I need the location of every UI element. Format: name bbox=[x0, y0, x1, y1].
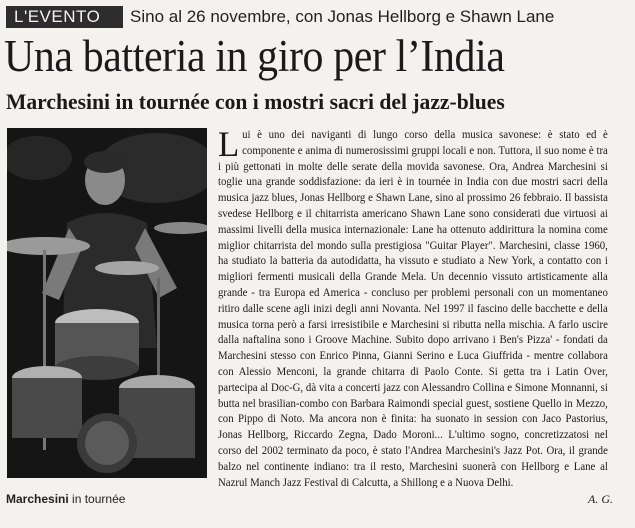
section-tag: L'EVENTO bbox=[6, 6, 123, 28]
photo-caption bbox=[6, 492, 125, 508]
author-signature: A. G. bbox=[588, 492, 613, 506]
kicker-line: Sino al 26 novembre, con Jonas Hellborg e Shawn Lane bbox=[130, 7, 555, 26]
drummer-photo-illustration bbox=[7, 128, 207, 478]
headline: Una batteria in giro per l’India bbox=[4, 31, 505, 81]
drop-cap: L bbox=[218, 128, 240, 164]
article-text: ui è uno dei naviganti di lungo corso della musica savonese: è stato ed è componente e anima di numerosissimi gruppi locali e non. Tuttora, il suo nome è tra i più gettonati in molte delle serate della movida savonese. Ora, Andrea Marchesini si toglie una grande soddisfazione: da ieri è in tournée in India con due mostri sacri della musica jazz blues, Jonas Hellborg e Shawn Lane, sino al prossimo 26 febbraio. Il bassista svedese Hellborg e il chitarrista americano Shawn Lane sono considerati due virtuosi ai massimi livelli della musica internazionale: Lane ha ottenuto addirittura la nomina come miglior chitarrista del mondo sulla prestigiosa "Guitar Player". Marchesini, classe 1960, ha studiato la batteria da autodidatta, ha vissuto e studiato a New York, a contatto con i migliori fermenti musicali della Grande Mela. Un decennio vissuto artisticamente alla grande - tra Europa ed America - concluso per problemi personali con un momentaneo ritiro dalle scene agli inizi degli anni Novanta. Nel 1997 il fascino delle bacchette e della musica torna però a farsi irresistibile e Marchesini si ributta nella mischia. A farlo uscire dalla naftalina sono i Groove Machine. Subito dopo arrivano i Ben's Pizza' - fondati da Marchesini stesso con Enrico Pinna, Gianni Serino e Luca Giuffrida - mentre collabora con Alessio Menconi, la grande chitarra di Paolo Conte. Si getta tra i Latin Over, partecipa al Doc-G, dà vita a concerti jazz con Alessandro Collina e Simone Monnanni, si butta nel brasilian-combo con Barbara Raimondi special guest, sostiene Quello in Mezzo, con Pippo di Noto. Ma ancora non è finita: ha suonato in session con Jaco Pastorius, Jonas Hellborg, Riccardo Zegna, Dado Moroni... L'ultimo sogno, concretizzatosi nel corso del 2002 terminato da poco, è stato l'Andrea Marchesini's Jazz Pot. Ora, il grande balzo nel continente indiano: tra il resto, Marchesini suonerà con Hellborg e Lane al Nazrul Manch Jazz Festival di Calcutta, a Shillong e a Nuova Delhi. bbox=[218, 129, 608, 488]
article-body bbox=[218, 128, 608, 488]
caption-text: in tournée bbox=[72, 492, 126, 506]
drummer-photo bbox=[7, 128, 207, 478]
subheadline: Marchesini in tournée con i mostri sacri del jazz-blues bbox=[6, 89, 505, 114]
caption-name: Marchesini bbox=[6, 492, 69, 506]
